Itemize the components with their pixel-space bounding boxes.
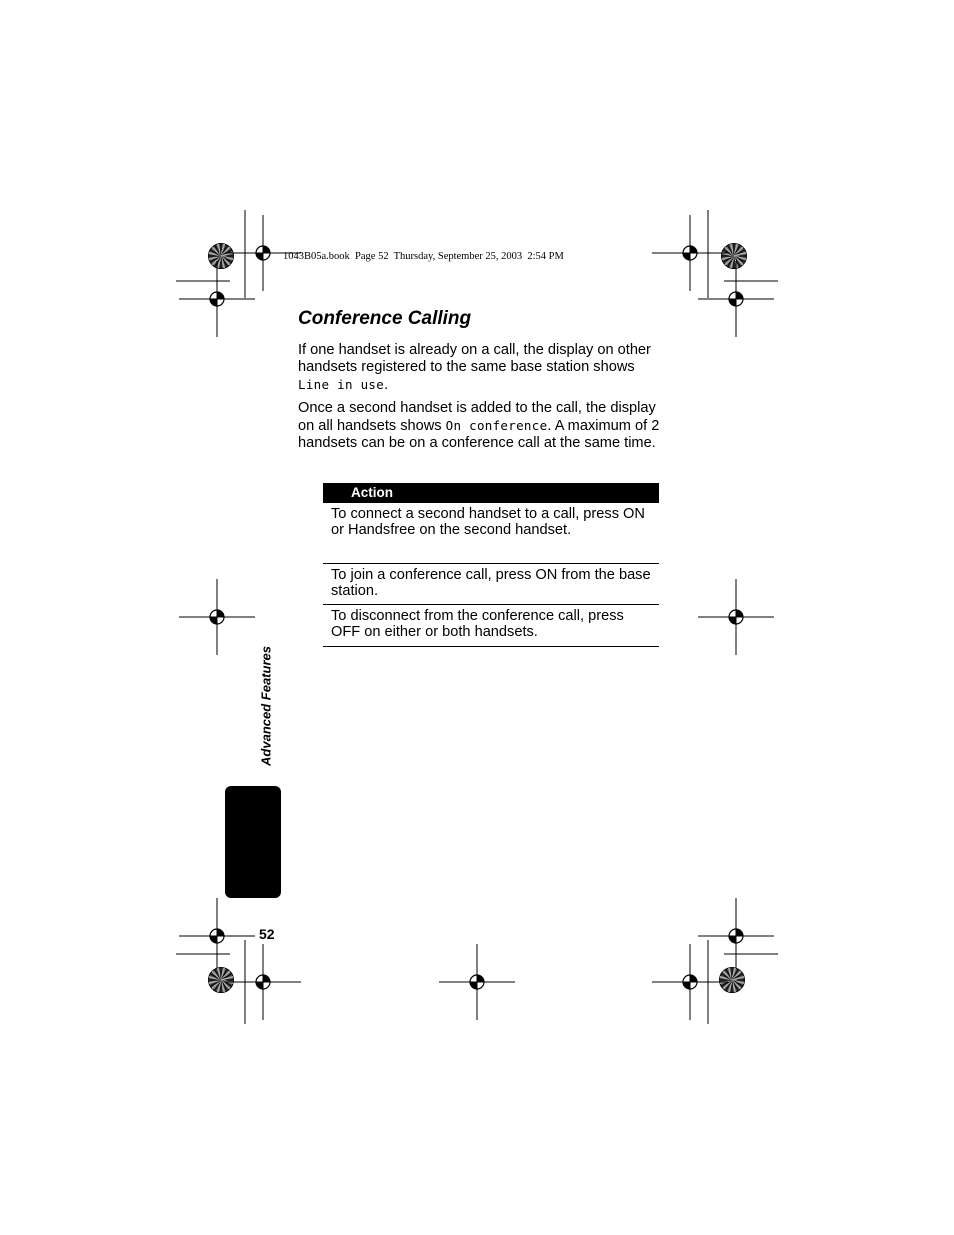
chapter-thumb-tab xyxy=(225,786,281,898)
section-title: Conference Calling xyxy=(298,308,472,329)
paragraph-end: . xyxy=(384,377,389,394)
paragraph-line-in-use xyxy=(298,342,660,395)
paragraph-text: Once a second handset is added to the call, the display on all handsets shows xyxy=(298,400,656,435)
print-header: 1043B05a.book Page 52 Thursday, September 25, 2003 2:54 PM xyxy=(283,251,564,262)
display-text: Line in use xyxy=(298,377,385,393)
chapter-side-label: Advanced Features xyxy=(258,646,274,766)
paragraph-text: If one handset is already on a call, the display on other handsets registered to the same base station shows xyxy=(298,342,651,376)
page-number: 52 xyxy=(259,926,275,942)
action-table xyxy=(323,483,659,647)
table-row: To join a conference call, press ON from the base station. xyxy=(323,564,659,605)
table-row: To disconnect from the conference call, press OFF on either or both handsets. xyxy=(323,605,659,647)
table-header: Action xyxy=(323,483,659,503)
paragraph-end: . A maximum of 2 handsets can be on a conference call at the same time. xyxy=(298,418,660,452)
table-row: To connect a second handset to a call, press ON or Handsfree on the second handset. xyxy=(323,503,659,564)
paragraph-on-conference xyxy=(298,400,660,453)
display-text: On conference xyxy=(445,418,548,434)
